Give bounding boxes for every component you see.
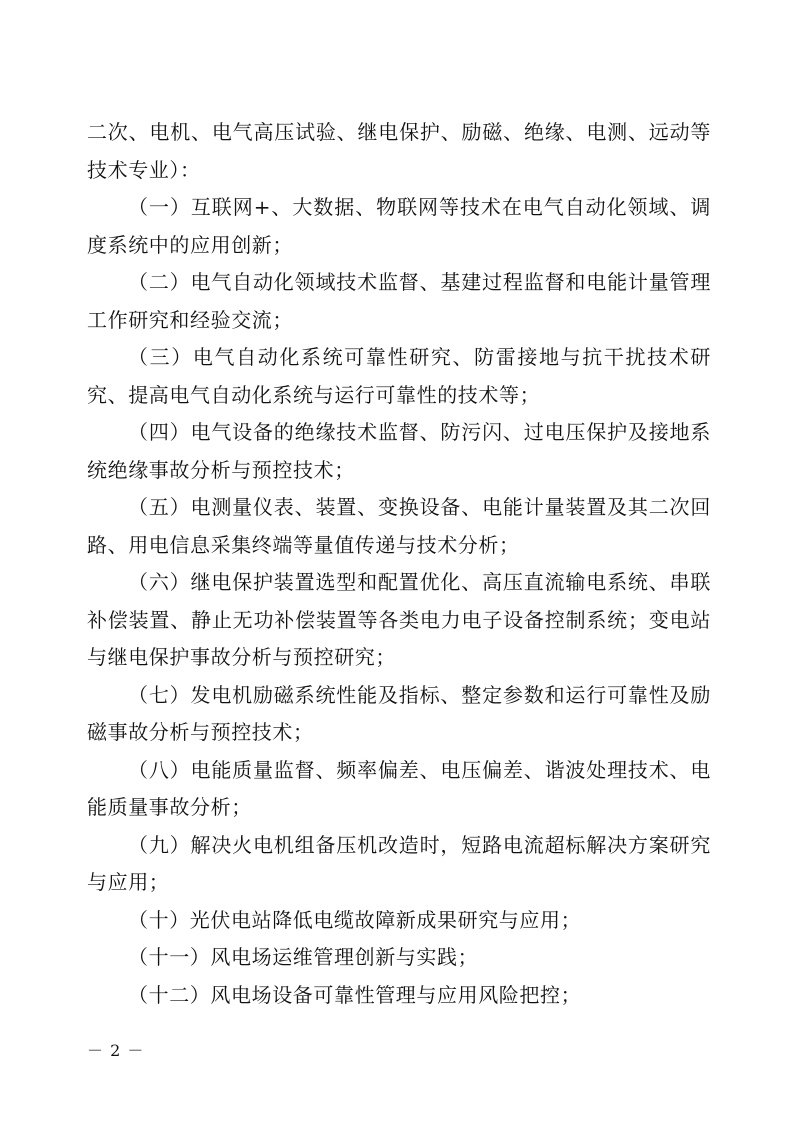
paragraph-item-10: （十）光伏电站降低电缆故障新成果研究与应用； xyxy=(128,907,582,932)
page-number: － 2 － xyxy=(87,1041,145,1060)
paragraph-item-11: （十一）风电场运维管理创新与实践； xyxy=(128,945,479,969)
paragraph-item-8: （八）电能质量监督、频率偏差、电压偏差、谐波处理技术、电能质量事故分析； xyxy=(87,757,711,819)
document-body xyxy=(87,114,711,1014)
paragraph-item-6: （六）继电保护装置选型和配置优化、高压直流输电系统、串联补偿装置、静止无功补偿装置等各类电力电子设备控制系统；变电站与继电保护事故分析与预控研究； xyxy=(87,570,711,669)
paragraph-item-7: （七）发电机励磁系统性能及指标、整定参数和运行可靠性及励磁事故分析与预控技术； xyxy=(87,682,711,744)
paragraph-item-4: （四）电气设备的绝缘技术监督、防污闪、过电压保护及接地系统绝缘事故分析与预控技术； xyxy=(87,420,711,482)
paragraph-continuation: 二次、电机、电气高压试验、继电保护、励磁、绝缘、电测、远动等技术专业）： xyxy=(87,120,711,182)
paragraph-item-9: （九）解决火电机组备压机改造时，短路电流超标解决方案研究与应用； xyxy=(87,832,711,894)
paragraph-item-5: （五）电测量仪表、装置、变换设备、电能计量装置及其二次回路、用电信息采集终端等量值传递与技术分析； xyxy=(87,495,711,557)
paragraph-item-12: （十二）风电场设备可靠性管理与应用风险把控； xyxy=(128,982,582,1007)
paragraph-item-3: （三）电气自动化系统可靠性研究、防雷接地与抗干扰技术研究、提高电气自动化系统与运行可靠性的技术等； xyxy=(87,345,711,407)
paragraph-item-2: （二）电气自动化领域技术监督、基建过程监督和电能计量管理工作研究和经验交流； xyxy=(87,270,711,332)
paragraph-item-1: （一）互联网+、大数据、物联网等技术在电气自动化领域、调度系统中的应用创新； xyxy=(87,195,711,257)
